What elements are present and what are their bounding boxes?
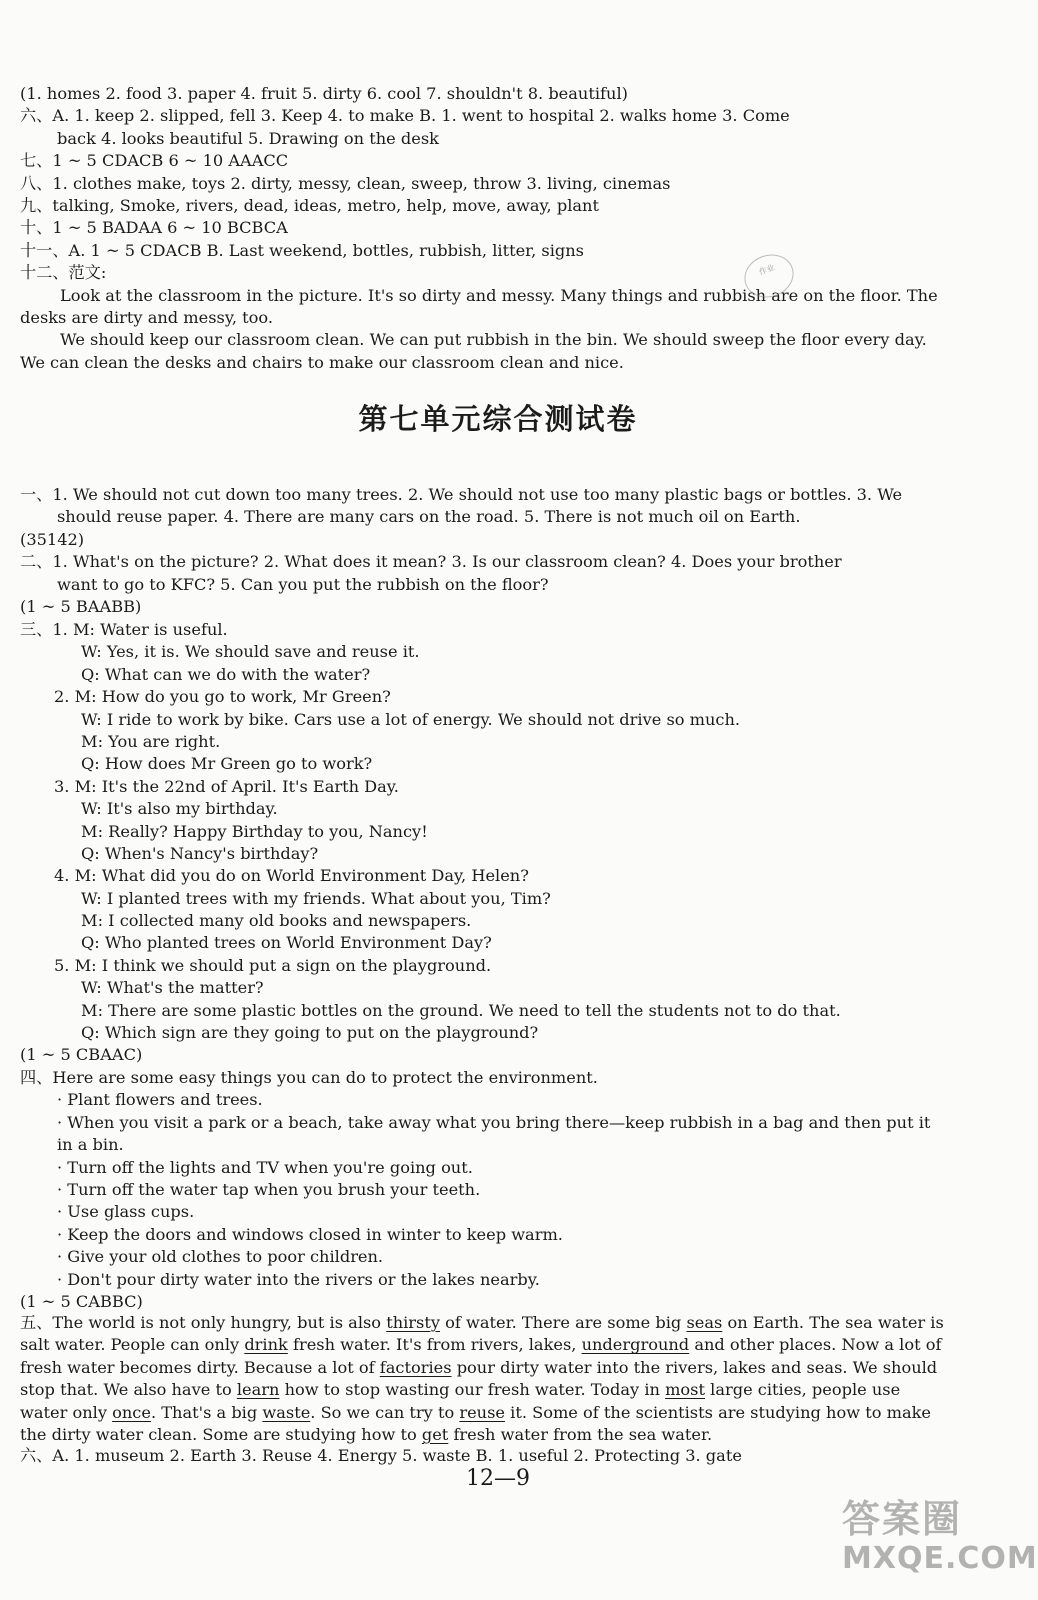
dialogue-line <box>20 619 972 641</box>
dialogue-line: W: I ride to work by bike. Cars use a lot of energy. We should not drive so much. <box>81 709 741 729</box>
answer-line: (1 ~ 5 CABBC) <box>20 1291 143 1311</box>
filled-word: waste <box>262 1402 311 1422</box>
dialogue-line: M: You are right. <box>81 731 221 751</box>
bullet-item: in a bin. <box>57 1135 124 1155</box>
passage-text: . So we can try to <box>310 1402 460 1422</box>
answer-line: 十一、A. 1 ~ 5 CDACB B. Last weekend, bottles, rubbish, litter, signs <box>20 240 584 260</box>
answer-line: 六、A. 1. keep 2. slipped, fell 3. Keep 4. to make B. 1. went to hospital 2. walks home 3. Come <box>20 106 790 126</box>
answer-line: 一、1. We should not cut down too many trees. 2. We should not use too many plastic bags or bottles. 3. We <box>20 485 903 504</box>
top-answers <box>20 83 972 374</box>
dialogue-line: M: Really? Happy Birthday to you, Nancy! <box>81 821 428 841</box>
filled-word: learn <box>236 1380 280 1400</box>
section-intro: 四、Here are some easy things you can do to protect the environment. <box>20 1068 598 1087</box>
essay-line: We should keep our classroom clean. We can put rubbish in the bin. We should sweep the floor every day. <box>60 330 927 350</box>
dialogue-line <box>20 955 972 977</box>
essay-line: desks are dirty and messy, too. <box>20 307 273 327</box>
watermark-top: 答案圈 <box>842 1497 963 1541</box>
answer-line: (1 ~ 5 BAABB) <box>20 596 142 616</box>
passage-text: . That's a big <box>150 1402 263 1422</box>
dialogue-line <box>20 865 972 887</box>
page-number: 12—9 <box>466 1466 530 1491</box>
dialogue-label: 4. M: <box>54 866 97 886</box>
passage-text: of water. There are some big <box>440 1313 687 1332</box>
dialogue-line: W: Yes, it is. We should save and reuse it. <box>81 642 420 662</box>
bullet-item: · Turn off the lights and TV when you're going out. <box>57 1157 473 1177</box>
filled-word: drink <box>244 1335 288 1355</box>
answer-line: should reuse paper. 4. There are many cars on the road. 5. There is not much oil on Earth. <box>57 507 801 527</box>
essay-line: We can clean the desks and chairs to make our classroom clean and nice. <box>20 352 624 372</box>
section-5-passage <box>20 1312 950 1446</box>
dialogue-text: Water is useful. <box>100 620 228 639</box>
passage-text: fresh water. It's from rivers, lakes, <box>287 1335 582 1355</box>
bullet-item: · Keep the doors and windows closed in winter to keep warm. <box>57 1224 563 1244</box>
dialogue-line: M: I collected many old books and newspapers. <box>81 911 472 931</box>
answer-line: (1. homes 2. food 3. paper 4. fruit 5. dirty 6. cool 7. shouldn't 8. beautiful) <box>20 84 628 103</box>
watermark-bottom: MXQE.COM <box>842 1541 1038 1576</box>
dialogue-text: I think we should put a sign on the playground. <box>101 955 492 975</box>
page-title: 第七单元综合测试卷 <box>358 402 638 436</box>
dialogue-label: 3. M: <box>54 776 97 796</box>
passage-text: on Earth. The sea water is salt water. People can only <box>20 1313 944 1355</box>
section-label: 五、 <box>20 1313 53 1332</box>
dialogue-line: W: What's the matter? <box>81 978 264 998</box>
dialogue-text: It's the 22nd of April. It's Earth Day. <box>101 776 399 796</box>
filled-word: underground <box>581 1335 690 1355</box>
dialogue-line: W: It's also my birthday. <box>81 799 278 819</box>
dialogue-line <box>20 776 972 798</box>
answer-line: back 4. looks beautiful 5. Drawing on the desk <box>57 128 439 148</box>
section-4 <box>20 1067 972 1313</box>
essay-line: Look at the classroom in the picture. It's so dirty and messy. Many things and rubbish are on the floor. The <box>60 285 938 305</box>
dialogue-line: W: I planted trees with my friends. What about you, Tim? <box>81 888 551 908</box>
answer-line: (35142) <box>20 529 85 549</box>
passage-text: pour dirty water into the rivers, lakes and seas. We should stop that. We also have to <box>20 1357 938 1400</box>
dialogue-line: Q: When's Nancy's birthday? <box>81 843 319 863</box>
dialogue-line: Q: Who planted trees on World Environment Day? <box>81 933 492 953</box>
dialogue-label: 三、1. M: <box>20 620 95 639</box>
site-watermark <box>842 1496 1038 1600</box>
passage-text: and other places. Now a lot of fresh water becomes dirty. Because a lot of <box>20 1335 942 1377</box>
dialogue-line: M: There are some plastic bottles on the ground. We need to tell the students not to do that. <box>81 1000 841 1020</box>
dialogue-line: Q: Which sign are they going to put on the playground? <box>81 1023 539 1043</box>
passage-text: fresh water from the sea water. <box>448 1425 713 1445</box>
section-6 <box>20 1445 972 1467</box>
bullet-item: · Don't pour dirty water into the rivers or the lakes nearby. <box>57 1269 540 1289</box>
answer-line: 九、talking, Smoke, rivers, dead, ideas, metro, help, move, away, plant <box>20 195 599 215</box>
section-1-2 <box>20 484 972 618</box>
bullet-item: · Give your old clothes to poor children. <box>57 1247 384 1267</box>
bullet-item: · When you visit a park or a beach, take away what you bring there—keep rubbish in a bag and then put it <box>57 1112 931 1132</box>
dialogue-label: 5. M: <box>54 955 97 975</box>
dialogue-line: Q: How does Mr Green go to work? <box>81 754 373 774</box>
section-3-dialogues <box>20 619 972 1067</box>
answer-line: 七、1 ~ 5 CDACB 6 ~ 10 AAACC <box>20 151 289 171</box>
bullet-item: · Plant flowers and trees. <box>57 1090 263 1110</box>
passage-text: large cities, people use water only <box>20 1380 901 1422</box>
passage-text: it. Some of the scientists are studying how to make the dirty water clean. Some are studying how to <box>20 1402 931 1445</box>
passage-text: how to stop wasting our fresh water. Today in <box>279 1380 666 1400</box>
filled-word: most <box>665 1380 705 1400</box>
dialogue-line: Q: What can we do with the water? <box>81 664 371 684</box>
answer-line: 十、1 ~ 5 BADAA 6 ~ 10 BCBCA <box>20 218 288 238</box>
passage-text: The world is not only hungry, but is also <box>52 1313 387 1332</box>
filled-word: reuse <box>459 1402 505 1422</box>
dialogue-line <box>20 686 972 708</box>
bullet-item: · Use glass cups. <box>57 1202 195 1222</box>
bullet-item: · Turn off the water tap when you brush your teeth. <box>57 1179 481 1199</box>
filled-word: seas <box>686 1313 723 1332</box>
dialogue-text: What did you do on World Environment Day, Helen? <box>101 866 529 886</box>
filled-word: factories <box>379 1357 452 1377</box>
answer-line: (1 ~ 5 CBAAC) <box>20 1045 143 1065</box>
answer-line: 二、1. What's on the picture? 2. What does it mean? 3. Is our classroom clean? 4. Does your brother <box>20 552 842 572</box>
filled-word: thirsty <box>386 1313 441 1332</box>
filled-word: get <box>421 1425 449 1445</box>
answer-line: want to go to KFC? 5. Can you put the rubbish on the floor? <box>57 574 549 594</box>
answer-line: 六、A. 1. museum 2. Earth 3. Reuse 4. Energy 5. waste B. 1. useful 2. Protecting 3. gate <box>20 1446 742 1465</box>
stamp-text: 作业 <box>757 262 776 277</box>
answer-line: 八、1. clothes make, toys 2. dirty, messy, clean, sweep, throw 3. living, cinemas <box>20 173 671 193</box>
answer-line: 十二、范文: <box>20 263 107 283</box>
dialogue-text: How do you go to work, Mr Green? <box>101 687 391 707</box>
filled-word: once <box>112 1402 151 1422</box>
dialogue-label: 2. M: <box>54 687 97 707</box>
